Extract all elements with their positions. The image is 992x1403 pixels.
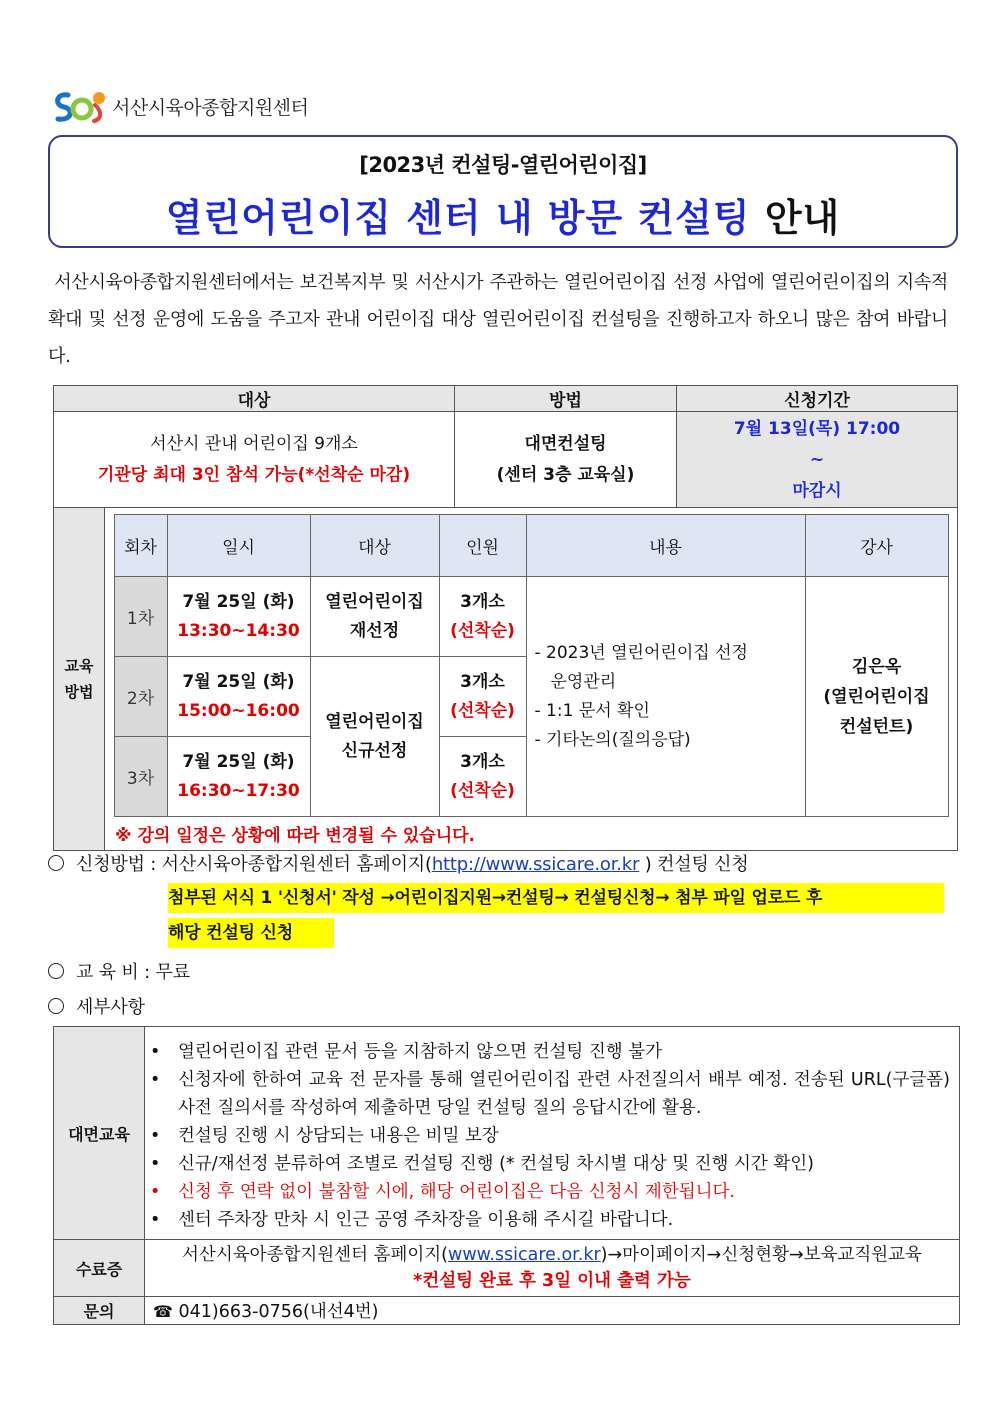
period-line1: 7월 13일(목) 17:00 bbox=[733, 419, 901, 439]
date-1: 7월 25일 (화) bbox=[182, 591, 295, 612]
detail-item: • 컨설팅 진행 시 상담되는 내용은 비밀 보장 bbox=[178, 1122, 950, 1150]
face-education-items bbox=[145, 1027, 960, 1240]
time-3: 16:30~17:30 bbox=[177, 780, 300, 801]
count-2-value: 3개소 bbox=[460, 671, 505, 692]
logo-text: 서산시육아종합지원센터 bbox=[112, 96, 309, 119]
period-line2: ~ bbox=[809, 450, 825, 470]
count-1-note: (선착순) bbox=[450, 620, 515, 641]
education-row bbox=[54, 508, 958, 851]
schedule-header-row bbox=[114, 515, 948, 577]
summary-period bbox=[677, 412, 958, 508]
content-line1: - 2023년 열린어린이집 선정 bbox=[534, 642, 748, 663]
summary-method bbox=[455, 412, 677, 508]
header-target: 대상 bbox=[54, 386, 455, 412]
apply-suffix: ) 컨설팅 신청 bbox=[639, 854, 749, 875]
details-heading bbox=[48, 993, 145, 1019]
details-heading-text: 세부사항 bbox=[76, 997, 145, 1018]
col-target: 대상 bbox=[310, 515, 439, 577]
apply-method-line bbox=[48, 850, 749, 876]
col-datetime: 일시 bbox=[167, 515, 310, 577]
title-main-black: 안내 bbox=[764, 196, 841, 240]
education-cell bbox=[54, 508, 958, 851]
method-line1: 대면컨설팅 bbox=[524, 433, 607, 454]
title-sub: [2023년 컨설팅-열린어린이집] bbox=[359, 153, 647, 177]
detail-item-warning: • 신청 후 연락 없이 불참할 시에, 해당 어린이집은 다음 신청시 제한됩니다. bbox=[178, 1178, 950, 1206]
schedule-row bbox=[114, 577, 948, 657]
time-1: 13:30~14:30 bbox=[177, 620, 300, 641]
target-a-line2: 재선정 bbox=[349, 620, 400, 641]
time-2: 15:00~16:00 bbox=[177, 700, 300, 721]
content-line2: 운영관리 bbox=[550, 671, 617, 692]
education-schedule-table bbox=[114, 514, 949, 817]
details-table bbox=[53, 1026, 960, 1325]
round-1: 1차 bbox=[114, 577, 167, 657]
circle-bullet-icon bbox=[48, 855, 64, 871]
phone-icon: ☎ bbox=[153, 1302, 173, 1321]
col-count: 인원 bbox=[439, 515, 526, 577]
contact-info bbox=[145, 1297, 960, 1325]
count-3-note: (선착순) bbox=[450, 780, 515, 801]
header-period: 신청기간 bbox=[677, 386, 958, 412]
certificate-row bbox=[54, 1240, 960, 1297]
homepage-link[interactable]: http://www.ssicare.or.kr bbox=[431, 854, 640, 875]
apply-instructions-highlight-2: 해당 컨설팅 신청 bbox=[168, 918, 334, 948]
date-3: 7월 25일 (화) bbox=[182, 751, 295, 772]
target-a-line1: 열린어린이집 bbox=[325, 591, 424, 612]
certificate-path bbox=[146, 1242, 958, 1268]
count-3 bbox=[439, 737, 526, 817]
logo-mark-icon bbox=[52, 87, 110, 125]
contact-label: 문의 bbox=[54, 1297, 145, 1325]
apply-instructions-highlight-1: 첨부된 서식 1 '신청서' 작성 →어린이집지원→컨설팅→ 컨설팅신청→ 첨부 파일 업로드 후 bbox=[168, 883, 944, 913]
date-2: 7월 25일 (화) bbox=[182, 671, 295, 692]
cert-suffix: )→마이페이지→신청현황→보육교직원교육 bbox=[600, 1245, 922, 1265]
summary-table bbox=[53, 385, 958, 851]
summary-header-row bbox=[54, 386, 958, 412]
col-round: 회차 bbox=[114, 515, 167, 577]
content-line4: - 기타논의(질의응답) bbox=[534, 729, 691, 750]
instructor-line2: (열린어린이집 bbox=[823, 686, 930, 707]
page-title bbox=[50, 187, 956, 242]
count-3-value: 3개소 bbox=[460, 751, 505, 772]
certificate-note: *컨설팅 완료 후 3일 이내 출력 가능 bbox=[413, 1271, 691, 1291]
detail-item: • 센터 주차장 만차 시 인근 공영 주차장을 이용해 주시길 바랍니다. bbox=[178, 1206, 950, 1234]
target-renewal bbox=[310, 577, 439, 657]
datetime-3 bbox=[167, 737, 310, 817]
method-line2: (센터 3층 교육실) bbox=[496, 464, 635, 485]
detail-item: • 열린어린이집 관련 문서 등을 지참하지 않으면 컨설팅 진행 불가 bbox=[178, 1038, 950, 1066]
detail-item: • 신청자에 한하여 교육 전 문자를 통해 열린어린이집 관련 사전질의서 배부 예정. 전송된 URL(구글폼) 사전 질의서를 작성하여 제출하면 당일 컨설팅 질의 응답시간에 활용. bbox=[178, 1066, 950, 1122]
certificate-info bbox=[145, 1240, 960, 1297]
cert-prefix: 서산시육아종합지원센터 홈페이지( bbox=[182, 1245, 448, 1265]
col-instructor: 강사 bbox=[805, 515, 948, 577]
round-2: 2차 bbox=[114, 657, 167, 737]
target-b-line1: 열린어린이집 bbox=[325, 711, 424, 732]
instructor-cell bbox=[805, 577, 948, 817]
instructor-line3: 컨설턴트) bbox=[839, 716, 914, 737]
count-2 bbox=[439, 657, 526, 737]
certificate-link[interactable]: www.ssicare.or.kr bbox=[448, 1245, 601, 1265]
circle-bullet-icon bbox=[48, 963, 64, 979]
count-2-note: (선착순) bbox=[450, 700, 515, 721]
content-cell bbox=[526, 577, 805, 817]
datetime-2 bbox=[167, 657, 310, 737]
datetime-1 bbox=[167, 577, 310, 657]
center-logo bbox=[52, 86, 308, 126]
circle-bullet-icon bbox=[48, 998, 64, 1014]
face-education-row bbox=[54, 1027, 960, 1240]
target-new bbox=[310, 657, 439, 817]
title-box bbox=[48, 135, 958, 248]
intro-paragraph: 서산시육아종합지원센터에서는 보건복지부 및 서산시가 주관하는 열린어린이집 선정 사업에 열린어린이집의 지속적 확대 및 선정 운영에 도움을 주고자 관내 어린이집 대상 열린어린이집 컨설팅을 진행하고자 하오니 많은 참여 바랍니다. bbox=[48, 272, 949, 367]
title-main-blue: 열린어린이집 센터 내 방문 컨설팅 bbox=[165, 196, 751, 240]
summary-row bbox=[54, 412, 958, 508]
face-education-label: 대면교육 bbox=[54, 1027, 145, 1240]
target-line2: 기관당 최대 3인 참석 가능(*선착순 마감) bbox=[97, 464, 411, 485]
target-b-line2: 신규선정 bbox=[341, 740, 408, 761]
count-1-value: 3개소 bbox=[460, 591, 505, 612]
summary-target bbox=[54, 412, 455, 508]
period-line3: 마감시 bbox=[792, 481, 842, 501]
col-content: 내용 bbox=[526, 515, 805, 577]
target-line1: 서산시 관내 어린이집 9개소 bbox=[150, 433, 358, 454]
count-1 bbox=[439, 577, 526, 657]
fee-line bbox=[48, 958, 190, 984]
round-3: 3차 bbox=[114, 737, 167, 817]
header-method: 방법 bbox=[455, 386, 677, 412]
instructor-line1: 김은옥 bbox=[851, 656, 902, 677]
certificate-label: 수료증 bbox=[54, 1240, 145, 1297]
schedule-change-note: ※ 강의 일정은 상황에 따라 변경될 수 있습니다. bbox=[115, 826, 476, 846]
apply-label: 신청방법 : 서산시육아종합지원센터 홈페이지( bbox=[76, 854, 432, 875]
contact-number: 041)663-0756(내선4번) bbox=[178, 1302, 379, 1322]
contact-row bbox=[54, 1297, 960, 1325]
detail-item: • 신규/재선정 분류하여 조별로 컨설팅 진행 (* 컨설팅 차시별 대상 및 진행 시간 확인) bbox=[178, 1150, 950, 1178]
education-label: 교육 방법 bbox=[54, 508, 105, 850]
content-line3: - 1:1 문서 확인 bbox=[534, 700, 650, 721]
fee-text: 교 육 비 : 무료 bbox=[76, 962, 190, 983]
